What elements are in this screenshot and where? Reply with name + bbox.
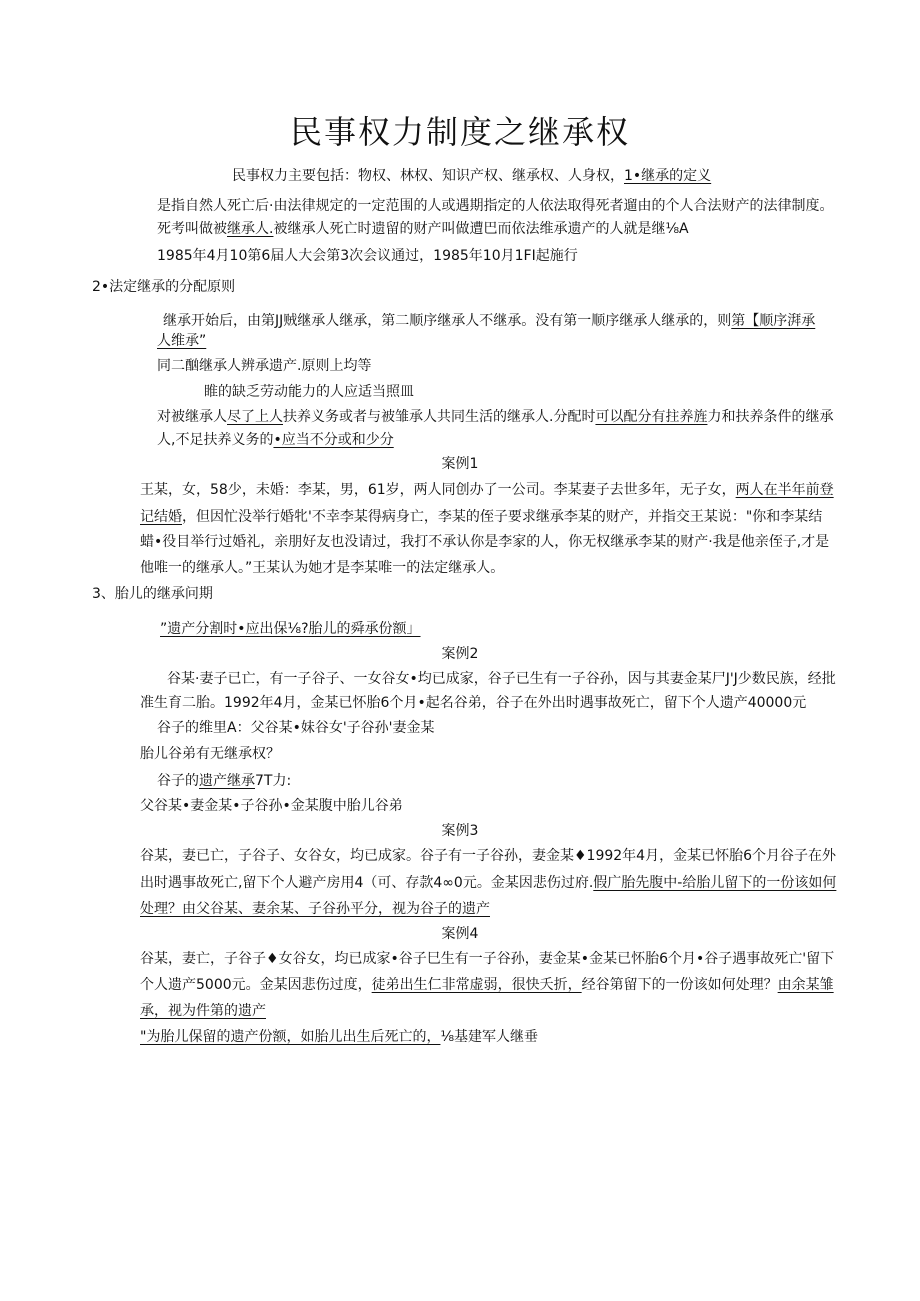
section-1-heading: 1•继承的定义 [624, 168, 712, 184]
section-3-quote: ”遗产分割时•应出保⅛?胎儿的舜承份额」 [160, 621, 421, 637]
document-title: 民事权力制度之继承权 [289, 113, 630, 151]
case-1-heading: 案例1 [441, 456, 479, 472]
case-4-heading: 案例4 [441, 926, 479, 942]
case-3-line-1: 谷某，妻已亡，子谷子、女谷女，均已成家。谷子有一子谷孙，妻金某♦1992年4月，金某已怀胎6个月谷子在外 [140, 848, 836, 864]
case-1-line-3: 蜡•役目举行过婚礼，亲朋好友也没请过，我打不承认你是李家的人，你无权继承李某的财产·我是他亲侄子,才是 [140, 534, 830, 550]
section-2-para-4b: 人,不足扶养义务的•应当不分或和少分 [157, 432, 394, 448]
case-2-line-3: 谷子的维里A：父谷某•妹谷女'子谷孙'妻金某 [157, 720, 435, 736]
case-1-line-1: 王某，女，58少，未婚：李某，男，61岁，两人同创办了一公司。李某妻子去世多年，无子女，两人在半年前登 [140, 482, 834, 498]
case-4-line-1: 谷某，妻亡，子谷子♦女谷女，均已成家•谷子巳生有一子谷孙，妻金某•金某已怀胎6个月•谷子遇事故死亡'留下 [140, 951, 835, 967]
case-1-line-2: 记结婚，但因忙没举行婚牝'不幸李某得病身亡，李某的侄子要求继承李某的财产，并指交王某说："你和李某结 [140, 509, 823, 525]
case-2-line-1: 谷某·妻子已亡，有一子谷子、一女谷女•均已成家，谷子已生有一子谷孙，因与其妻金某尸J'J少数民族，经批 [167, 671, 836, 687]
section-2-para-2: 同二酗继承人辨承遗产.原则上均等 [157, 358, 372, 374]
definition-line-3: 1985年4月10第6届人大会第3次会议通过，1985年10月1FI起施行 [157, 248, 578, 264]
section-3-heading: 3、胎儿的继承问期 [92, 586, 213, 602]
section-2-para-1b: 人维承” [157, 333, 207, 349]
case-2-line-2: 准生育二胎。1992年4月，金某已怀胎6个月•起名谷弟，谷子在外出时遇事故死亡，留下个人遗产40000元 [140, 695, 807, 711]
definition-line-1: 是指自然人死亡后·由法律规定的一定范围的人或遇期指定的人依法取得死者遛由的个人合法财产的法律制度。 [157, 198, 834, 214]
section-2-para-3: 睢的缺乏劳动能力的人应适当照皿 [204, 384, 414, 400]
case-2-heading: 案例2 [441, 646, 479, 662]
final-note: "为胎儿保留的遗产份额，如胎儿出生后死亡的，⅛基建军人继垂 [140, 1029, 539, 1045]
case-2-line-6: 父谷某•妻金某•子谷孙•金某腹中胎儿谷弟 [140, 798, 403, 814]
intro-text: 民事权力主要包括：物权、林权、知识产权、继承权、人身权， [232, 168, 624, 184]
section-2-para-4a: 对被继承人尽了上人扶养义务或者与被雏承人共同生活的继承人.分配时可以配分有拄养旌力和扶养条件的继承 [157, 409, 834, 425]
case-3-line-3: 处理？由父谷某、妻余某、子谷孙平分，视为谷子的遗产 [140, 901, 490, 917]
intro-line [232, 167, 711, 185]
case-2-line-4: 胎儿谷弟有无继承权？ [140, 746, 280, 762]
case-3-heading: 案例3 [441, 823, 479, 839]
definition-line-2: 死考叫做被继承人.被继承人死亡时遗留的财产叫做遭巴而依法维承遗产的人就是继⅛A [157, 221, 689, 237]
case-2-line-5: 谷子的遗产继承7T力: [157, 773, 292, 789]
case-1-line-4: 他唯一的继承人。”王某认为她才是李某唯一的法定继承人。 [140, 560, 505, 576]
case-4-line-3: 承，视为件第的遗产 [140, 1003, 266, 1019]
case-3-line-2: 出时遇事故死亡,留下个人避产房用4（可、存款4∞0元。金某因悲伤过府.假广胎先腹中-给胎儿留下的一份该如何 [140, 875, 837, 891]
case-4-line-2: 个人遗产5000元。金某因悲伤过度，徒弟出生仁非常虚弱，很快夭折，经谷第留下的一份该如何处理？由余某雏 [140, 977, 834, 993]
section-2-heading: 2•法定继承的分配原则 [92, 279, 236, 295]
section-2-para-1a: 继承开始后，由第JJ贼继承人继承，第二顺序继承人不继承。没有第一顺序继承人继承的，则第【顺序湃承 [163, 313, 816, 329]
